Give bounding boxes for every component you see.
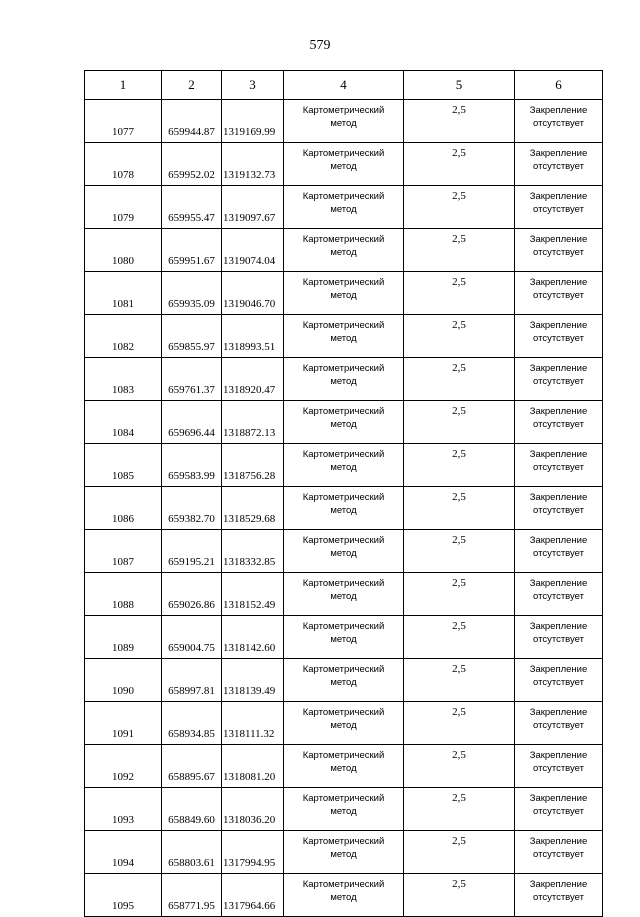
accuracy-cell [404, 444, 515, 487]
fixing-cell-text: отсутствует [533, 634, 584, 645]
point-number-cell-text: 1084 [112, 427, 134, 439]
y-coordinate-cell-text: 1319169.99 [223, 126, 276, 138]
y-coordinate-cell-text: 1318872.13 [223, 427, 276, 439]
y-coordinate-cell [222, 530, 284, 573]
method-cell-text: Картометрический [302, 492, 385, 503]
x-coordinate-cell-text: 659004.75 [168, 642, 215, 654]
y-coordinate-cell [222, 487, 284, 530]
y-coordinate-cell-text: 1318993.51 [223, 341, 276, 353]
y-coordinate-cell-text: 1318152.49 [223, 599, 276, 611]
point-number-cell-text: 1094 [112, 857, 134, 869]
fixing-cell-text: Закрепление [529, 148, 588, 159]
table-row [85, 530, 603, 573]
table-row [85, 745, 603, 788]
fixing-cell [515, 229, 603, 272]
y-coordinate-cell [222, 745, 284, 788]
table-row [85, 788, 603, 831]
point-number-cell [85, 315, 162, 358]
method-cell-text: Картометрический [302, 879, 385, 890]
accuracy-cell-text: 2,5 [452, 190, 466, 202]
column-header-4: 4 [284, 71, 404, 100]
method-cell-text: метод [330, 505, 357, 516]
y-coordinate-cell-text: 1317964.66 [223, 900, 276, 912]
x-coordinate-cell-text: 659951.67 [168, 255, 215, 267]
header-row [85, 71, 603, 100]
fixing-cell-text: отсутствует [533, 505, 584, 516]
method-cell [284, 444, 404, 487]
accuracy-cell-text: 2,5 [452, 620, 466, 632]
fixing-cell-text: отсутствует [533, 591, 584, 602]
accuracy-cell [404, 874, 515, 917]
accuracy-cell [404, 401, 515, 444]
y-coordinate-cell-text: 1318139.49 [223, 685, 276, 697]
fixing-cell-text: Закрепление [529, 105, 588, 116]
method-cell [284, 616, 404, 659]
point-number-cell-text: 1078 [112, 169, 134, 181]
accuracy-cell-text: 2,5 [452, 835, 466, 847]
accuracy-cell-text: 2,5 [452, 491, 466, 503]
table-row [85, 100, 603, 143]
x-coordinate-cell [162, 229, 222, 272]
method-cell [284, 702, 404, 745]
method-cell-text: метод [330, 677, 357, 688]
point-number-cell-text: 1080 [112, 255, 134, 267]
method-cell [284, 573, 404, 616]
x-coordinate-cell-text: 659855.97 [168, 341, 215, 353]
fixing-cell [515, 702, 603, 745]
method-cell [284, 530, 404, 573]
fixing-cell [515, 186, 603, 229]
fixing-cell-text: отсутствует [533, 290, 584, 301]
y-coordinate-cell [222, 702, 284, 745]
accuracy-cell [404, 745, 515, 788]
point-number-cell-text: 1081 [112, 298, 134, 310]
x-coordinate-cell-text: 658771.95 [168, 900, 215, 912]
fixing-cell [515, 530, 603, 573]
table-row [85, 573, 603, 616]
y-coordinate-cell [222, 100, 284, 143]
fixing-cell-text: Закрепление [529, 707, 588, 718]
x-coordinate-cell [162, 831, 222, 874]
y-coordinate-cell-text: 1318142.60 [223, 642, 276, 654]
y-coordinate-cell [222, 659, 284, 702]
y-coordinate-cell-text: 1319097.67 [223, 212, 276, 224]
fixing-cell-text: отсутствует [533, 161, 584, 172]
method-cell [284, 659, 404, 702]
point-number-cell-text: 1077 [112, 126, 134, 138]
accuracy-cell [404, 659, 515, 702]
method-cell-text: метод [330, 290, 357, 301]
y-coordinate-cell-text: 1319046.70 [223, 298, 276, 310]
table-row [85, 702, 603, 745]
accuracy-cell [404, 315, 515, 358]
accuracy-cell-text: 2,5 [452, 147, 466, 159]
fixing-cell [515, 616, 603, 659]
method-cell-text: метод [330, 333, 357, 344]
method-cell-text: метод [330, 720, 357, 731]
accuracy-cell [404, 272, 515, 315]
accuracy-cell [404, 616, 515, 659]
table-row [85, 874, 603, 917]
y-coordinate-cell [222, 358, 284, 401]
y-coordinate-cell-text: 1317994.95 [223, 857, 276, 869]
method-cell-text: метод [330, 763, 357, 774]
method-cell-text: метод [330, 634, 357, 645]
point-number-cell [85, 358, 162, 401]
x-coordinate-cell [162, 530, 222, 573]
x-coordinate-cell-text: 659026.86 [168, 599, 215, 611]
fixing-cell-text: отсутствует [533, 849, 584, 860]
accuracy-cell [404, 573, 515, 616]
method-cell-text: Картометрический [302, 578, 385, 589]
x-coordinate-cell-text: 658997.81 [168, 685, 215, 697]
point-number-cell-text: 1082 [112, 341, 134, 353]
table-row [85, 401, 603, 444]
column-header-6: 6 [515, 71, 603, 100]
accuracy-cell-text: 2,5 [452, 233, 466, 245]
y-coordinate-cell-text: 1318529.68 [223, 513, 276, 525]
y-coordinate-cell [222, 315, 284, 358]
x-coordinate-cell [162, 444, 222, 487]
method-cell-text: Картометрический [302, 277, 385, 288]
x-coordinate-cell [162, 573, 222, 616]
fixing-cell-text: Закрепление [529, 191, 588, 202]
coordinates-table [84, 70, 603, 917]
method-cell [284, 831, 404, 874]
point-number-cell [85, 616, 162, 659]
x-coordinate-cell [162, 272, 222, 315]
point-number-cell [85, 143, 162, 186]
accuracy-cell [404, 100, 515, 143]
fixing-cell [515, 487, 603, 530]
method-cell-text: Картометрический [302, 234, 385, 245]
method-cell-text: метод [330, 462, 357, 473]
x-coordinate-cell-text: 659761.37 [168, 384, 215, 396]
accuracy-cell [404, 831, 515, 874]
method-cell-text: метод [330, 247, 357, 258]
column-header-3: 3 [222, 71, 284, 100]
table-row [85, 358, 603, 401]
method-cell [284, 358, 404, 401]
method-cell [284, 788, 404, 831]
y-coordinate-cell [222, 444, 284, 487]
table-row [85, 659, 603, 702]
accuracy-cell-text: 2,5 [452, 577, 466, 589]
method-cell-text: Картометрический [302, 406, 385, 417]
y-coordinate-cell [222, 831, 284, 874]
y-coordinate-cell [222, 401, 284, 444]
fixing-cell-text: Закрепление [529, 277, 588, 288]
method-cell-text: метод [330, 204, 357, 215]
accuracy-cell [404, 143, 515, 186]
y-coordinate-cell-text: 1318081.20 [223, 771, 276, 783]
point-number-cell-text: 1088 [112, 599, 134, 611]
y-coordinate-cell [222, 616, 284, 659]
point-number-cell-text: 1093 [112, 814, 134, 826]
method-cell-text: Картометрический [302, 449, 385, 460]
fixing-cell [515, 401, 603, 444]
method-cell-text: метод [330, 806, 357, 817]
accuracy-cell [404, 358, 515, 401]
method-cell-text: Картометрический [302, 621, 385, 632]
y-coordinate-cell [222, 229, 284, 272]
point-number-cell-text: 1092 [112, 771, 134, 783]
x-coordinate-cell [162, 100, 222, 143]
y-coordinate-cell-text: 1318036.20 [223, 814, 276, 826]
table-row [85, 272, 603, 315]
fixing-cell [515, 788, 603, 831]
fixing-cell-text: отсутствует [533, 376, 584, 387]
fixing-cell-text: отсутствует [533, 720, 584, 731]
y-coordinate-cell-text: 1318920.47 [223, 384, 276, 396]
fixing-cell [515, 143, 603, 186]
y-coordinate-cell-text: 1318756.28 [223, 470, 276, 482]
method-cell [284, 315, 404, 358]
accuracy-cell-text: 2,5 [452, 405, 466, 417]
point-number-cell [85, 702, 162, 745]
x-coordinate-cell-text: 659944.87 [168, 126, 215, 138]
method-cell-text: метод [330, 849, 357, 860]
fixing-cell [515, 100, 603, 143]
method-cell-text: Картометрический [302, 793, 385, 804]
fixing-cell [515, 831, 603, 874]
accuracy-cell [404, 702, 515, 745]
x-coordinate-cell-text: 658849.60 [168, 814, 215, 826]
method-cell [284, 229, 404, 272]
y-coordinate-cell [222, 788, 284, 831]
table-row [85, 487, 603, 530]
method-cell-text: метод [330, 419, 357, 430]
fixing-cell [515, 358, 603, 401]
method-cell-text: Картометрический [302, 148, 385, 159]
point-number-cell [85, 186, 162, 229]
x-coordinate-cell [162, 186, 222, 229]
fixing-cell-text: отсутствует [533, 548, 584, 559]
method-cell [284, 143, 404, 186]
x-coordinate-cell-text: 658895.67 [168, 771, 215, 783]
point-number-cell-text: 1079 [112, 212, 134, 224]
table-header [85, 71, 603, 100]
x-coordinate-cell-text: 659952.02 [168, 169, 215, 181]
point-number-cell [85, 272, 162, 315]
x-coordinate-cell-text: 659195.21 [168, 556, 215, 568]
fixing-cell-text: Закрепление [529, 793, 588, 804]
method-cell-text: Картометрический [302, 535, 385, 546]
y-coordinate-cell [222, 272, 284, 315]
method-cell [284, 745, 404, 788]
y-coordinate-cell [222, 573, 284, 616]
fixing-cell-text: Закрепление [529, 320, 588, 331]
fixing-cell-text: Закрепление [529, 836, 588, 847]
method-cell-text: метод [330, 118, 357, 129]
accuracy-cell [404, 530, 515, 573]
point-number-cell-text: 1090 [112, 685, 134, 697]
point-number-cell-text: 1085 [112, 470, 134, 482]
table-row [85, 143, 603, 186]
x-coordinate-cell-text: 659955.47 [168, 212, 215, 224]
point-number-cell-text: 1091 [112, 728, 134, 740]
column-header-1: 1 [85, 71, 162, 100]
x-coordinate-cell [162, 358, 222, 401]
method-cell-text: метод [330, 376, 357, 387]
y-coordinate-cell-text: 1318111.32 [223, 728, 275, 740]
fixing-cell [515, 659, 603, 702]
x-coordinate-cell [162, 874, 222, 917]
fixing-cell-text: отсутствует [533, 118, 584, 129]
method-cell [284, 186, 404, 229]
point-number-cell [85, 745, 162, 788]
accuracy-cell [404, 186, 515, 229]
point-number-cell [85, 659, 162, 702]
fixing-cell-text: отсутствует [533, 677, 584, 688]
method-cell [284, 487, 404, 530]
point-number-cell-text: 1087 [112, 556, 134, 568]
fixing-cell-text: отсутствует [533, 892, 584, 903]
accuracy-cell-text: 2,5 [452, 276, 466, 288]
fixing-cell [515, 745, 603, 788]
page-number: 579 [309, 38, 331, 53]
point-number-cell [85, 874, 162, 917]
table-body [85, 100, 603, 917]
method-cell-text: метод [330, 161, 357, 172]
method-cell [284, 100, 404, 143]
x-coordinate-cell [162, 702, 222, 745]
x-coordinate-cell-text: 659935.09 [168, 298, 215, 310]
x-coordinate-cell [162, 788, 222, 831]
fixing-cell [515, 272, 603, 315]
point-number-cell [85, 401, 162, 444]
x-coordinate-cell [162, 616, 222, 659]
fixing-cell-text: Закрепление [529, 879, 588, 890]
fixing-cell-text: отсутствует [533, 204, 584, 215]
fixing-cell-text: Закрепление [529, 449, 588, 460]
method-cell-text: метод [330, 892, 357, 903]
fixing-cell-text: отсутствует [533, 333, 584, 344]
y-coordinate-cell [222, 186, 284, 229]
accuracy-cell [404, 788, 515, 831]
y-coordinate-cell [222, 143, 284, 186]
accuracy-cell-text: 2,5 [452, 534, 466, 546]
point-number-cell [85, 100, 162, 143]
accuracy-cell-text: 2,5 [452, 749, 466, 761]
fixing-cell-text: Закрепление [529, 234, 588, 245]
fixing-cell-text: Закрепление [529, 363, 588, 374]
table-row [85, 616, 603, 659]
x-coordinate-cell [162, 143, 222, 186]
x-coordinate-cell [162, 487, 222, 530]
fixing-cell-text: отсутствует [533, 763, 584, 774]
x-coordinate-cell-text: 658934.85 [168, 728, 215, 740]
fixing-cell-text: Закрепление [529, 750, 588, 761]
point-number-cell [85, 444, 162, 487]
method-cell-text: метод [330, 591, 357, 602]
method-cell-text: метод [330, 548, 357, 559]
method-cell-text: Картометрический [302, 707, 385, 718]
y-coordinate-cell-text: 1318332.85 [223, 556, 276, 568]
accuracy-cell-text: 2,5 [452, 663, 466, 675]
fixing-cell [515, 444, 603, 487]
fixing-cell-text: Закрепление [529, 535, 588, 546]
accuracy-cell-text: 2,5 [452, 448, 466, 460]
point-number-cell-text: 1095 [112, 900, 134, 912]
x-coordinate-cell-text: 658803.61 [168, 857, 215, 869]
y-coordinate-cell-text: 1319132.73 [223, 169, 276, 181]
method-cell-text: Картометрический [302, 105, 385, 116]
accuracy-cell [404, 229, 515, 272]
point-number-cell-text: 1083 [112, 384, 134, 396]
accuracy-cell-text: 2,5 [452, 362, 466, 374]
accuracy-cell-text: 2,5 [452, 792, 466, 804]
point-number-cell-text: 1086 [112, 513, 134, 525]
table-row [85, 444, 603, 487]
fixing-cell-text: Закрепление [529, 578, 588, 589]
accuracy-cell-text: 2,5 [452, 878, 466, 890]
point-number-cell-text: 1089 [112, 642, 134, 654]
fixing-cell [515, 874, 603, 917]
method-cell-text: Картометрический [302, 750, 385, 761]
method-cell-text: Картометрический [302, 664, 385, 675]
point-number-cell [85, 573, 162, 616]
fixing-cell-text: Закрепление [529, 492, 588, 503]
x-coordinate-cell-text: 659696.44 [168, 427, 215, 439]
accuracy-cell [404, 487, 515, 530]
x-coordinate-cell [162, 401, 222, 444]
table-row [85, 186, 603, 229]
point-number-cell [85, 487, 162, 530]
fixing-cell-text: отсутствует [533, 419, 584, 430]
column-header-5: 5 [404, 71, 515, 100]
x-coordinate-cell [162, 745, 222, 788]
x-coordinate-cell [162, 659, 222, 702]
method-cell-text: Картометрический [302, 320, 385, 331]
fixing-cell-text: Закрепление [529, 406, 588, 417]
accuracy-cell-text: 2,5 [452, 706, 466, 718]
fixing-cell-text: Закрепление [529, 621, 588, 632]
table-row [85, 229, 603, 272]
y-coordinate-cell [222, 874, 284, 917]
fixing-cell-text: отсутствует [533, 247, 584, 258]
accuracy-cell-text: 2,5 [452, 319, 466, 331]
point-number-cell [85, 788, 162, 831]
fixing-cell [515, 573, 603, 616]
x-coordinate-cell-text: 659382.70 [168, 513, 215, 525]
x-coordinate-cell [162, 315, 222, 358]
x-coordinate-cell-text: 659583.99 [168, 470, 215, 482]
point-number-cell [85, 831, 162, 874]
fixing-cell-text: Закрепление [529, 664, 588, 675]
method-cell-text: Картометрический [302, 363, 385, 374]
method-cell [284, 874, 404, 917]
table-row [85, 831, 603, 874]
method-cell [284, 401, 404, 444]
method-cell [284, 272, 404, 315]
point-number-cell [85, 530, 162, 573]
point-number-cell [85, 229, 162, 272]
y-coordinate-cell-text: 1319074.04 [223, 255, 276, 267]
fixing-cell [515, 315, 603, 358]
fixing-cell-text: отсутствует [533, 806, 584, 817]
method-cell-text: Картометрический [302, 836, 385, 847]
fixing-cell-text: отсутствует [533, 462, 584, 473]
column-header-2: 2 [162, 71, 222, 100]
accuracy-cell-text: 2,5 [452, 104, 466, 116]
table-row [85, 315, 603, 358]
method-cell-text: Картометрический [302, 191, 385, 202]
